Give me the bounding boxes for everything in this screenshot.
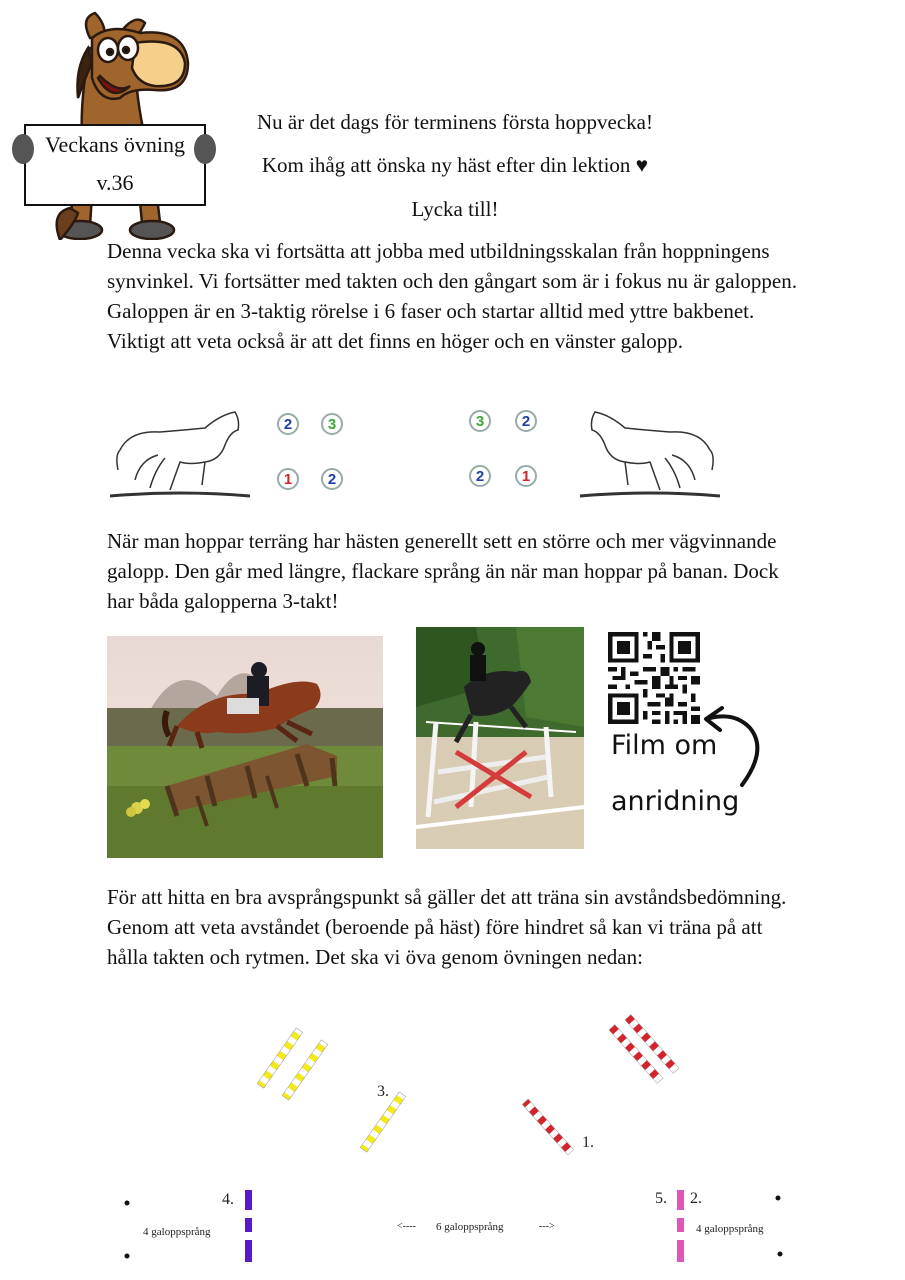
marker-dot [125,1201,130,1206]
right-marker-bottom-1: 2 [475,468,485,485]
badge-title: Veckans övning [45,132,185,157]
label-jump-3: 3. [377,1083,389,1100]
intro-line-2: Kom ihåg att önska ny häst efter din lektion ♥ [261,153,649,177]
show-jumping-photo [416,627,584,849]
right-marker-top-2: 2 [521,413,531,430]
red-oxer-poles [609,1015,679,1084]
left-marker-top-2: 3 [327,416,337,433]
badge-week: v.36 [96,170,134,195]
qr-code-icon[interactable] [608,632,700,724]
right-stride-count: 4 galoppsprång [696,1223,764,1235]
paragraph-gallop-intro: Denna vecka ska vi fortsätta att jobba med utbildningsskalan från hoppningens synvinkel. Vi fortsätter med takten och den gångart som är i fokus nu är galoppen. Galoppen är en 3-taktig rörelse i 6 faser och startar alltid med yttre bakbenet. Viktigt att veta också är att det finns en höger och en vänster galopp. [107,239,798,353]
middle-stride-count: 6 galoppsprång [436,1221,504,1233]
marker-dot [776,1196,781,1201]
badge-hoof-left [12,134,34,164]
qr-caption-line-2: anridning [611,786,740,817]
qr-caption-line-1: Film om [611,730,718,761]
horse-sketch-left [110,412,250,496]
label-jump-1: 1. [582,1134,594,1151]
left-marker-bottom-2: 2 [327,471,337,488]
gallop-phase-diagram [110,400,720,506]
paragraph-distance: För att hitta en bra avsprångspunkt så gäller det att träna sin avståndsbedömning. Genom att veta avståndet (beroende på häst) före hindret så kan vi träna på att hålla takten och rytmen. Det ska vi öva genom övningen nedan: [107,885,787,969]
left-stride-count: 4 galoppsprång [143,1226,211,1238]
left-marker-top-1: 2 [283,416,293,433]
left-marker-bottom-1: 1 [283,471,293,488]
middle-arrow-left: <---- [397,1221,416,1232]
intro-line-3: Lycka till! [411,197,499,221]
intro-line-1: Nu är det dags för terminens första hoppvecka! [257,110,653,134]
yellow-vertical-3 [360,1092,406,1152]
label-jump-2: 2. [690,1190,702,1207]
label-jump-5: 5. [655,1190,667,1207]
label-jump-4: 4. [222,1191,234,1208]
middle-arrow-right: ---> [539,1221,555,1232]
red-vertical-1 [522,1099,573,1155]
course-diagram [100,1010,800,1272]
week-exercise-badge [24,124,206,206]
cross-country-jump-photo [107,636,383,858]
marker-dot [125,1254,130,1259]
right-marker-bottom-2: 1 [521,468,531,485]
purple-pole-4 [245,1190,252,1262]
yellow-oxer-poles [257,1028,328,1100]
badge-hoof-right [194,134,216,164]
right-marker-top-1: 3 [475,413,485,430]
marker-dot [778,1252,783,1257]
paragraph-cross-country: När man hoppar terräng har hästen generellt sett en större och mer vägvinnande galopp. Den går med längre, flackare språng än när man hoppar på banan. Dock har båda galopperna 3-takt! [107,529,779,613]
pink-pole-5 [677,1190,684,1262]
horse-sketch-right [580,412,720,496]
